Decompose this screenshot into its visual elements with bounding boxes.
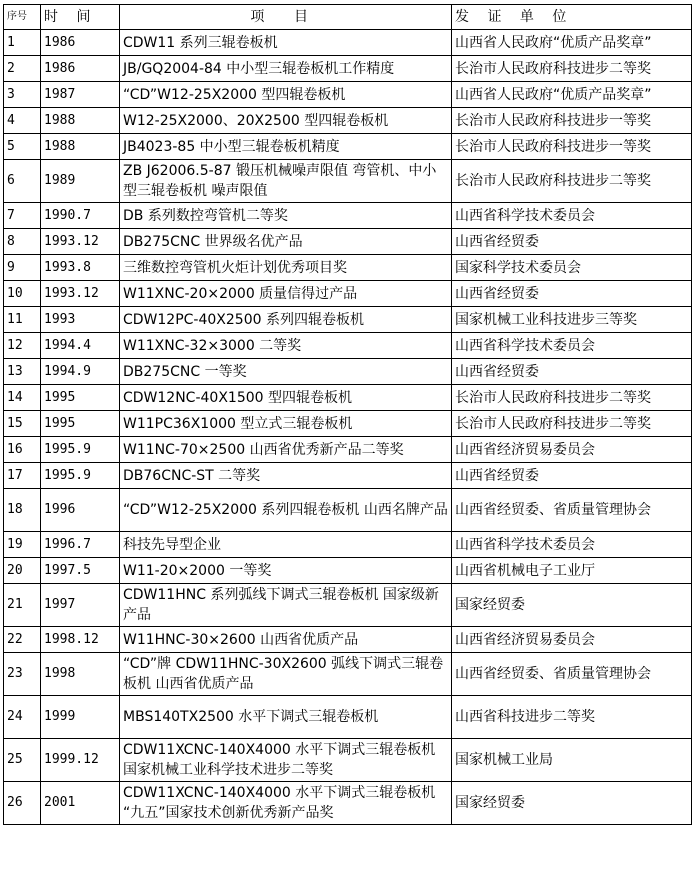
table-row [4,489,692,532]
awards-table [3,4,692,825]
table-row [4,56,692,82]
cell-project: JB/GQ2004-84 中小型三辊卷板机工作精度 [120,56,452,82]
table-row [4,30,692,56]
cell-project: CDW11 系列三辊卷板机 [120,30,452,56]
cell-issuer: 国家经贸委 [452,584,692,627]
cell-issuer: 国家机械工业局 [452,739,692,782]
cell-issuer: 山西省经济贸易委员会 [452,627,692,653]
cell-seq: 16 [4,437,41,463]
cell-issuer: 长治市人民政府科技进步一等奖 [452,108,692,134]
cell-project: CDW11XCNC-140X4000 水平下调式三辊卷板机 “九五”国家技术创新优秀新产品奖 [120,782,452,825]
cell-seq: 7 [4,203,41,229]
cell-seq: 11 [4,307,41,333]
cell-seq: 4 [4,108,41,134]
cell-project: DB76CNC-ST 二等奖 [120,463,452,489]
table-row [4,696,692,739]
table-row [4,160,692,203]
cell-issuer: 山西省经贸委 [452,463,692,489]
cell-project: “CD”W12-25X2000 型四辊卷板机 [120,82,452,108]
cell-time: 1995.9 [41,463,120,489]
cell-project: DB275CNC 一等奖 [120,359,452,385]
table-row [4,782,692,825]
cell-project: W11HNC-30×2600 山西省优质产品 [120,627,452,653]
cell-issuer: 长治市人民政府科技进步二等奖 [452,56,692,82]
cell-seq: 13 [4,359,41,385]
cell-seq: 2 [4,56,41,82]
cell-issuer: 山西省经贸委 [452,229,692,255]
cell-project: 科技先导型企业 [120,532,452,558]
cell-issuer: 国家科学技术委员会 [452,255,692,281]
cell-issuer: 长治市人民政府科技进步二等奖 [452,160,692,203]
cell-issuer: 山西省经贸委 [452,359,692,385]
cell-project: CDW11XCNC-140X4000 水平下调式三辊卷板机 国家机械工业科学技术进步二等奖 [120,739,452,782]
table-body [4,30,692,825]
cell-time: 1995 [41,411,120,437]
cell-time: 1993.12 [41,229,120,255]
cell-seq: 25 [4,739,41,782]
cell-project: W11-20×2000 一等奖 [120,558,452,584]
cell-time: 1997 [41,584,120,627]
cell-time: 1997.5 [41,558,120,584]
cell-seq: 14 [4,385,41,411]
cell-issuer: 山西省经贸委、省质量管理协会 [452,653,692,696]
cell-time: 1993 [41,307,120,333]
cell-time: 1989 [41,160,120,203]
table-row [4,203,692,229]
header-seq: 序号 [4,5,41,30]
cell-time: 1998 [41,653,120,696]
cell-time: 1998.12 [41,627,120,653]
cell-project: W12-25X2000、20X2500 型四辊卷板机 [120,108,452,134]
table-row [4,359,692,385]
cell-time: 1988 [41,134,120,160]
cell-seq: 9 [4,255,41,281]
cell-seq: 15 [4,411,41,437]
cell-time: 1994.4 [41,333,120,359]
table-row [4,584,692,627]
cell-seq: 18 [4,489,41,532]
cell-seq: 21 [4,584,41,627]
header-issuer: 发 证 单 位 [452,5,692,30]
table-header-row [4,5,692,30]
cell-time: 1999 [41,696,120,739]
cell-time: 1999.12 [41,739,120,782]
cell-time: 1995 [41,385,120,411]
cell-issuer: 山西省经贸委 [452,281,692,307]
cell-project: DB 系列数控弯管机二等奖 [120,203,452,229]
cell-seq: 17 [4,463,41,489]
table-row [4,532,692,558]
cell-time: 1986 [41,30,120,56]
cell-time: 1987 [41,82,120,108]
cell-issuer: 山西省科技进步二等奖 [452,696,692,739]
table-row [4,134,692,160]
cell-time: 1990.7 [41,203,120,229]
cell-seq: 20 [4,558,41,584]
cell-time: 1986 [41,56,120,82]
cell-time: 1996 [41,489,120,532]
cell-time: 1995.9 [41,437,120,463]
cell-project: ZB J62006.5-87 锻压机械噪声限值 弯管机、中小型三辊卷板机 噪声限值 [120,160,452,203]
cell-issuer: 山西省科学技术委员会 [452,532,692,558]
cell-seq: 3 [4,82,41,108]
cell-project: JB4023-85 中小型三辊卷板机精度 [120,134,452,160]
cell-project: CDW12NC-40X1500 型四辊卷板机 [120,385,452,411]
cell-issuer: 长治市人民政府科技进步一等奖 [452,134,692,160]
cell-issuer: 长治市人民政府科技进步二等奖 [452,411,692,437]
cell-time: 1994.9 [41,359,120,385]
table-row [4,108,692,134]
table-row [4,437,692,463]
cell-issuer: 长治市人民政府科技进步二等奖 [452,385,692,411]
cell-project: “CD”W12-25X2000 系列四辊卷板机 山西名牌产品 [120,489,452,532]
table-row [4,463,692,489]
cell-project: CDW11HNC 系列弧线下调式三辊卷板机 国家级新产品 [120,584,452,627]
cell-seq: 12 [4,333,41,359]
cell-seq: 1 [4,30,41,56]
cell-project: W11XNC-32×3000 二等奖 [120,333,452,359]
cell-seq: 10 [4,281,41,307]
cell-issuer: 国家机械工业科技进步三等奖 [452,307,692,333]
table-row [4,255,692,281]
cell-seq: 23 [4,653,41,696]
cell-project: MBS140TX2500 水平下调式三辊卷板机 [120,696,452,739]
cell-project: W11NC-70×2500 山西省优秀新产品二等奖 [120,437,452,463]
cell-seq: 26 [4,782,41,825]
table-row [4,411,692,437]
cell-seq: 24 [4,696,41,739]
cell-project: W11PC36X1000 型立式三辊卷板机 [120,411,452,437]
cell-time: 1996.7 [41,532,120,558]
cell-issuer: 国家经贸委 [452,782,692,825]
table-row [4,82,692,108]
cell-issuer: 山西省人民政府“优质产品奖章” [452,82,692,108]
cell-project: CDW12PC-40X2500 系列四辊卷板机 [120,307,452,333]
header-project: 项 目 [120,5,452,30]
cell-project: “CD”牌 CDW11HNC-30X2600 弧线下调式三辊卷板机 山西省优质产品 [120,653,452,696]
cell-project: W11XNC-20×2000 质量信得过产品 [120,281,452,307]
cell-issuer: 山西省经济贸易委员会 [452,437,692,463]
cell-time: 2001 [41,782,120,825]
cell-seq: 6 [4,160,41,203]
cell-issuer: 山西省人民政府“优质产品奖章” [452,30,692,56]
cell-project: DB275CNC 世界级名优产品 [120,229,452,255]
cell-time: 1993.12 [41,281,120,307]
awards-table-container [3,4,691,825]
cell-issuer: 山西省经贸委、省质量管理协会 [452,489,692,532]
table-row [4,229,692,255]
table-row [4,627,692,653]
cell-time: 1993.8 [41,255,120,281]
table-row [4,307,692,333]
cell-seq: 8 [4,229,41,255]
table-row [4,333,692,359]
table-row [4,739,692,782]
cell-issuer: 山西省机械电子工业厅 [452,558,692,584]
table-row [4,385,692,411]
cell-seq: 19 [4,532,41,558]
table-row [4,281,692,307]
cell-issuer: 山西省科学技术委员会 [452,333,692,359]
table-row [4,653,692,696]
cell-issuer: 山西省科学技术委员会 [452,203,692,229]
cell-seq: 5 [4,134,41,160]
header-time: 时 间 [41,5,120,30]
cell-seq: 22 [4,627,41,653]
cell-project: 三维数控弯管机火炬计划优秀项目奖 [120,255,452,281]
cell-time: 1988 [41,108,120,134]
table-row [4,558,692,584]
